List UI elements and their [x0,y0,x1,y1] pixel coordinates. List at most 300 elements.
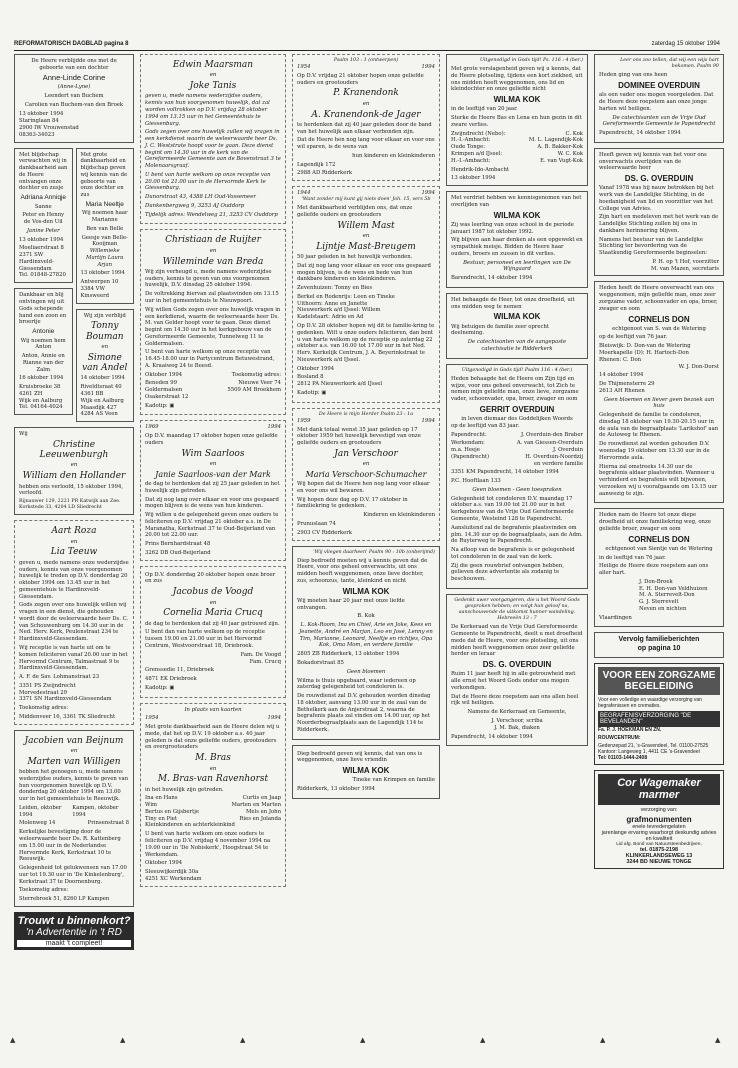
notice-date: 13 oktober 1994 [19,111,64,118]
notice-text: hebben het genoegen u, mede namens wederzijdse ouders, kennis te geven van hun voorgenomen huwelijk op D.V. donderdag 20 oktober 1994 om 13.00 uur in het gemeentehuis te Reeuwijk. [19,769,129,803]
notice-text: Namens het bestuur van de Landelijke Stichting ter bevordering van de Staatkundig Gereformeerde beginselen: [599,236,708,257]
funeral-service-ad [594,663,724,765]
person-name: Edwin Maarsman [172,60,254,70]
notice-text: Dat zij nog lang over elkaar en voor ons gespaard mogen blijven is de wens van hun kinderen. [145,496,279,510]
notice-text: De Kerkeraad van de Vrije Oud Gereformeerde Gemeente te Papendrecht, deelt u met droefheid mede dat de Heere, voor ons plotseling, uit ons midden heeft weggenomen onze zeer geliefde herder en leraar [451,624,583,658]
scripture-quote: 'Want zonder mij kunt gij niets doen' Joh. 15, vers 5b [301,197,431,202]
notice-text: U bent van harte welkom op onze receptie van 20.00 tot 21.00 uur in de Hervormde Kerk te Giessenburg. [145,171,271,192]
address-line: Riveldtsraat 40 [80,384,122,391]
family-signature: W. J. Don-Dorst [678,363,719,370]
registration-arrow-icon: ▲ [600,1036,606,1044]
address-label: Toekomstig adres: [231,371,281,378]
relative-place: Zwijndrecht (Nebo): [451,130,506,137]
notice-text: Wij willen u de gelegenheid geven onze ouders te feliciteren op D.V. vrijdag 21 oktober a.s. in De Maranatha, Kerkstraat 37 te Oud-Beijerland van 20.00 tot 22.00 uur. [145,512,279,539]
birth-notice [76,148,135,304]
address-line: P.C. Hooftlaan 133 [451,478,501,485]
notice-text: Wij receptie is van harte uit om te komen feliciteren vanaf 20.00 uur in het Hervormd Centrum, Talmastraat 9 te Hardinxveld-Giessendam. [19,645,128,672]
notice-text: Met dank totaal wenst 35 jaar geleden op 17 oktober 1959 het huwelijk bevestigd van onze geliefde ouders en grootouders [297,426,421,447]
notice-intro: Dankbaar en blij ontvingen wij uit Gods schepende hand een zoon en broertje [19,292,67,326]
notice-date: 13 oktober 1994 [80,270,125,277]
person-name: M. Bras [195,753,231,764]
deceased-name: DOMINEE OVERDUIN [618,81,700,91]
parent-name: Anton, Annie en Rianne van der Zalm [21,353,65,373]
person-name: A. Kranendonk-de Jager [311,109,421,120]
birth-notice [14,148,73,284]
column-1 [14,54,134,1034]
notice-text: Zij die geen rouwbrief ontvangen hebben, gelieven deze advertentie als zodanig te beschouwen. [451,562,564,583]
address-line: Tijdelijk adres: Wendelweg 21, 3253 CV Ouddorp [145,211,278,218]
registration-arrow-icon: ▲ [240,1036,246,1044]
notice-date: Kampen, oktober 1994 [72,804,119,818]
relative-place: (Papendrecht) [451,453,490,460]
year-start: 1944 [297,190,311,197]
phone-number: Tel. 01848-27820 [19,272,66,279]
person-name: Willeminde van Breda [162,256,264,267]
address-line: 4261 ZH [19,390,43,397]
death-notice [594,508,724,627]
family-member: Ries en Jolanda [239,815,281,822]
family-member: Nieuwerkerk a/d IJssel: Willem [297,307,381,314]
address-line: Middenveer 16, 3361 TK Sliedrecht [19,713,116,720]
notice-text: Wij betuigen de familie zeer oprecht deelneming. [451,323,550,337]
person-name: Christiaan de Ruijter [165,235,261,246]
gift-tip-label: Kadotip: [145,402,168,409]
person-name: Tonny Bouman [85,321,124,342]
gift-tip-label: Kadotip: [145,684,168,691]
notice-text: in het huwelijk zijn getreden. [145,786,224,793]
notice-text: te herdenken dat zij 40 jaar geleden door de band van het huwelijk aan elkaar verbonden zijn. [297,121,432,135]
scripture-quote: Leer ons zoo tellen, dat wij een wijs hart bekomen. Psalm 90 [620,58,719,70]
notice-text: De voltrekking hiervan zal plaatsvinden om 13.15 uur in het gemeentehuis te Nieuwpoort. [145,291,279,304]
deceased-name: WILMA KOK [342,766,390,776]
relative-name: W. C. Kok [557,150,583,157]
death-notice [292,745,440,799]
year-end: 1994 [421,417,435,424]
notice-text: Heden behaagde het de Heere om Zijn tijd en wijze, voor ons geheel onverwacht, tot Zich te nemen mijn geliefde man, onze lieve, zorgzame vader, schoonvader, opa, broer, zwager en oom [451,375,579,403]
notice-date: Papendrecht, 14 oktober 1994 [599,130,681,137]
family-member: Berkel en Rodenrijs: Leen en Tineke [297,293,395,300]
notice-date: Oktober 1994 [145,860,183,867]
notice-text: Zij was leerling van onze school in de periode januari 1987 tot oktober 1992. [451,221,574,235]
address-line: Prinsenstraat 8 [87,820,129,827]
notice-intro: Wij zijn verblijd [83,312,126,319]
deceased-name: WILMA KOK [493,95,541,105]
notice-intro: Met grote dankbaarheid en blijdschap geven wij kennis van de geboorte van onze dochter en zus [80,151,128,199]
ad-company-name: Fa. P. J. HOEKMAN EN ZN. [598,727,662,734]
rd-advertisement [14,912,134,950]
address-line: 2900 IW Vrouwenstad [19,124,79,131]
ad-subline: 'n Advertentie in 't RD [26,926,122,938]
family-member: Curtis en Jaap [242,795,281,802]
notice-date: 14 oktober 1994 [80,375,125,382]
relative-name: C. Kok [565,130,583,137]
notice-text: Gods zegen over ons huwelijk willen wij vragen in een dienst, die gehouden wordt door de weleerwaarde heer Ds. C. van Schouwenburg om 14.30 uur in de Ned. Herv. Kerk, Peulenstraat 234 te Hardinxveld-Giessendam. [19,602,129,643]
child-name: Anne-Linde Corine [42,72,106,82]
notice-text: 50 jaar geleden in het huwelijk verbonden. [297,254,413,261]
scripture-quote: Uitgenodigd in Gods tijd! Psalm 116 : 4 (ber.) [461,367,573,373]
column-4 [446,54,588,1034]
relative-place: H.-I.-Ambacht: [451,157,491,164]
family-member: Ina en Hans [145,795,178,802]
notice-text: Gelegenheid de familie te condoleren, dinsdag 18 oktober van 19.30-20.15 uur in de aula van de begraafplaats 'Larikshof' aan de Autoweg te Rhenen. [599,412,719,439]
child-nickname: Wij noemen haar Marianne [81,210,128,224]
notice-text: Het behaagde de Heer, tot onze droefheid, uit ons midden weg te nemen [451,296,575,310]
registration-arrow-icon: ▲ [480,1036,486,1044]
notice-text: Diep bedroefd moeten wij u kennis geven dat de Heere, voor ons geheel onverwachts, uit ons midden heeft weggenomen, onze lieve dochter, zus, schoonzus, tante, kleinkind en nicht [297,557,428,584]
registration-arrow-icon: ▲ [360,1036,366,1044]
scripture-quote: Gedenkt uwer voorgangeren, die u het Woord Gods gesproken hebben; en volgt hun geloof na, aanschouwende de uitkomst hunner wandeling. Hebreeën 13 : 7 [454,597,580,622]
relative-name: Bleiswijk: D. Don-van de Wetering [599,343,691,350]
family-signature: J. M. Bak, diaken [494,724,540,731]
family-list: L. Kok-Room, Ina en Chiel, Arie en Joke, Kees en Jeanette, André en Marjan, Leo en José, Lenny en Tim, Marianne, Leonard, Neeltje en richtjes, Opa Kok, Oma Mom, en verdere familie [299,622,433,649]
address-line: 2805 ZB Ridderkerk, 13 oktober 1994 [297,651,400,658]
notice-date: Oktober 1994 [145,371,183,378]
address-line: A. F. de Sav. Lohmanstraat 23 [19,674,100,681]
gift-box-icon: ▣ [169,684,175,691]
ad-text: Lid afg. Bond van Natuursteenbedrijven, [616,841,702,847]
ad-phone: tel. 01875-2198 [639,846,679,853]
birth-notice [14,54,134,143]
address-line: Bokadorstraat 85 [297,660,344,666]
notice-text: Met grote verslagenheid geven wij u kennis, dat de Heere plotseling, tijdens een kort ziekbed, uit ons midden heeft weggenomen, ons lid en kleindochter en onze geliefde nicht [451,66,583,93]
ad-text: jarenlange ervaring waarborgt deskundig advies en kwaliteit [601,829,717,842]
address-line: Moeliaerstraat 8 [19,245,64,252]
address-line: Prins Bernhardstraat 48 [145,541,211,548]
ad-label: ROUWCENTRUM: [598,735,641,742]
notice-text: U bent van harte welkom op onze receptie van 16.45-18.00 uur in Partycentrum Betuwestrand, A. Kraaiweg 24 te Beesd. [145,349,275,369]
parent-name: Ben van Belle [86,225,124,232]
family-member: Uithoorn: Anne en Janette [297,300,368,307]
address-line: Sterrebroek 51, 8260 LP Kampen [19,896,110,903]
conjunction: en [101,343,109,350]
address-line: 3262 DB Oud-Beijerland [145,549,211,556]
person-name: Lijntje Mast-Breugem [316,241,416,252]
address-line: Molenweg 14 [19,820,56,827]
address-line: 4251 XC Werkendam [145,875,202,882]
conjunction: en [70,462,78,469]
notice-intro: Wij [19,431,28,438]
registration-marks [0,1036,738,1050]
notice-text: op de leeftijd van 76 jaar. [599,334,668,341]
person-name: Lia Teeuw [50,547,98,558]
death-notice [594,281,724,503]
relative-place: Oude Tonge: [451,144,485,151]
person-name: Maria Verschoor-Schumacher [305,469,427,479]
notice-text: Gelegenheid tot condoleren D.V. maandag 17 oktober a.s. van 19.00 tot 21.00 uur in het kerkgebouw van de Vrije Oud Gereformeerde Gemeente, Westeind 128 te Papendrecht. [451,495,574,522]
relative-place: Werkendam: [451,440,485,447]
conjunction: en [362,100,370,107]
death-notice [292,546,440,740]
header-right: zaterdag 15 oktober 1994 [651,41,720,47]
relative-place: H.-I.-Ambacht: [451,137,491,144]
continuation-page: op pagina 10 [637,645,681,653]
person-name: Aart Roza [51,526,97,537]
anniversary-notice [292,186,440,402]
deceased-name: DS. G. OVERDUIN [624,174,694,184]
deceased-name: CORNELIS DON [628,314,690,324]
notice-text: Kerkelijke bevestiging door de weleerwaarde heer Ds. R. Kattenberg om 15.00 uur in de Nederlandse Hervormde Kerk, Kerkstraat 10 te Reeuwijk. [19,829,121,863]
address-line: 2613 AH Rhenen [599,387,645,394]
page-header [14,40,720,51]
child-name: Antonie [32,328,55,336]
notice-text: Heden heeft de Heere onverwacht van ons weggenomen, mijn geliefde man, onze zeer zorgzame vader, schoonvader en opa, broer, zwager en oom [599,285,718,312]
address-line: Beneden 99 [145,380,177,387]
family-signature: Bestuur, personeel en leerlingen van De Wijngaard [463,259,571,273]
notice-text: Gelegenheid tot gelukwensen van 17.00 uur tot 19.30 uur in 'De Kinkelenburg', Kerkstraat 37 te Doornenburg. [19,865,127,885]
address-line: Sleeuwijkerdijk 30a [145,869,199,876]
address-line: Lagendijk 172 [297,161,336,168]
notice-text: Dat de Heere hen nog lang voor elkaar en voor ons wil sparen, is de wens van [297,137,435,151]
notice-text: De rouwdienst zal D.V. gehouden worden dinsdag 18 oktober, aanvang 13.00 uur in de zaal van de Bethelkerk aan de Anjerstraat 2, waarna de begrafenis plaats zal vinden om 14.00 uur, op het Noorderbegraafplaats aan de Lagendijk 114 te Ridderkerk. [297,693,431,733]
notice-text: Op D.V. vrijdag 21 oktober hopen onze geliefde ouders en grootouders [297,72,424,86]
conjunction: en [209,765,217,772]
address-line: Toekomstig adres: [19,887,69,894]
notice-text: Heden ging van ons heen [599,72,668,79]
relative-place: Krimpen a/d IJssel: [451,150,503,157]
family-member: Kleinkinderen en achterkleinkind [145,822,235,829]
notice-intro: Met blijdschap verwachten wij in dankbaarheid aan de Heere ontvangen onze dochter en zusje [19,151,68,192]
family-signature: B. Kok [357,613,375,620]
anniversary-notice [140,703,286,887]
notice-text: Wij hopen deze dag op D.V. 17 oktober in familiekring te gedenken. [297,496,408,510]
continuation-text: Vervolg familieberichten [618,636,700,644]
ad-address: Gedenzepad 21, 's-Gravendeel, Tel. 01100-27525 [598,743,709,750]
family-signature: De catechisanten van de Vrije Oud Gereformeerde Gemeente te Papendrecht [602,114,716,128]
anniversary-notice [140,420,286,560]
scripture-quote: Uitgenodigd in Gods tijd! Ps. 116 : 4 (ber.) [479,58,583,63]
ad-address: KLINKERLANDSEWEG 13 [625,852,693,859]
gift-box-icon: ▣ [321,389,327,396]
notice-text: Wij blijven aan haar denken als een opgewekt en sympathiek meisje. Bidden de Heere haar ouders, broers en zussen in dit verlies. [451,237,583,257]
phone-number: 08363-34023 [19,131,55,138]
family-signature: Kinderen en kleinkinderen [363,512,435,519]
column-5 [594,54,724,1034]
deceased-name: WILMA KOK [342,586,390,596]
relative-name: M. L. Lagendijk-Kok [528,137,583,144]
address-line: Grenssedie 11, Driebroek [145,667,214,674]
address-line: 2371 SW [19,252,44,259]
family-member: Tiny en Piet [145,815,178,822]
family-signature: Fam. Crucq [249,658,281,665]
address-line: Prunuslaan 74 [297,520,336,527]
notice-heading: In plaats van kaarten [184,706,242,713]
engagement-notice [14,427,134,515]
notice-text: Gods zegen over ons huwelijk zullen wij vragen in een kerkdienst waarin de weleerwaarde heer Ds. J. C. Weststrate hoopt voor te gaan. Deze dienst begint om 14.30 uur in de kerk van de Gereformeerde Gemeente aan de Bovenstraat 3 te Molenaarsgraaf. [145,129,281,170]
anniversary-notice [292,408,440,541]
person-name: Christine Leeuwenburgh [39,439,109,461]
notice-text: Aansluitend zal de begrafenis plaatsvinden om plm. 14.30 uur op de begraafplaats, aan de Adm. de Ruyterweg te Papendrecht. [451,524,583,545]
relative-name: A. van Giessen-Overduin [516,440,583,447]
notice-text: Wij moeten haar 20 jaar met onze liefde ontvangen. [297,597,405,611]
address-line: 3384 VW Kinsweerd [80,286,110,299]
ad-headline: VOOR EEN ZORGZAME BEGELEIDING [598,667,720,695]
notice-date: Vlaardingen [599,614,632,621]
notice-text: in leven diemaar des Goddelijken Woords [461,416,573,423]
notice-text: Diep bedroefd geven wij kennis, dat van ons is weggenomen, onze lieve vriendin [297,750,423,764]
relative-place: Papendrecht: [451,431,487,438]
relative-name: J. Don-Broek [639,578,673,585]
address-line: Osakerstraat 12 [145,393,189,400]
engagement-notice [76,309,135,423]
column-2 [140,54,286,1034]
person-name: Marten van Willigen [27,756,121,767]
person-name: M. Bras-van Ravenhorst [157,774,269,785]
address-line: Bosland 8 [297,374,324,381]
notice-heading: Geen bloemen en liever geen bezoek aan huis [603,396,715,410]
person-name: Simone van Andel [82,352,128,374]
family-member: Marten en Marten [231,802,281,809]
conjunction: en [209,461,217,468]
relative-place: m.a. Heeje [451,447,480,454]
person-name: Jan Verschoor [334,448,398,459]
relative-name: Rhenen: C. Don [599,356,642,363]
address-line: 2988 AD Ridderkerk [297,170,353,177]
address-line: Staringlaan 84 [19,118,59,125]
notice-text: Wij zijn verheugd u, mede namens wederzijdse ouders, kennis te geven van ons voorgenomen huwelijk, D.V. dinsdag 25 oktober 1994. [145,268,272,289]
gift-tip-label: Kadotip: [297,389,320,396]
child-name: Maria Neeltje [85,200,124,208]
notice-text: U bent dan van harte welkom op de receptie tussen 19.00 en 21.00 uur in het Hervormd Centrum, Westvoorstraat 18, Driebroek. [145,629,265,649]
address-line: Hardinxveld-Giessendam [19,258,54,272]
anniversary-notice [140,566,286,698]
notice-text: Wij willen Gods zegen over ons huwelijk vragen in een kerkdienst, waarin de weleerwaarde heer Ds. M. van Gelder hoopt voor te gaan. Deze dienst begint om 14.30 uur in het kerkgebouw van de Gereformeerde Gemeente, Tunnelweg 11 te Goldermalsen. [145,306,281,347]
notice-text: geven u, mede namens onze wederzijdse ouders, kennis van onze voorgenomen huwelijk te treden op D.V. donderdag 20 oktober 1994 om 13.45 uur in het gemeentehuis te Hardinxveld-Giessendam. [19,559,129,600]
notice-text: Heilige de Heere deze roepstem aan ons aller hart. [599,563,709,577]
ad-text: enele tevredengelaten [632,823,686,830]
parent-name: Peter en Henny de Vos-den Uil [22,212,65,226]
notice-text: Hierna zal omstreeks 14.30 uur de begrafenis aldaar plaatsvinden. Wanneer u verhinderd en begrafenis wilt bijwonen, verzoeken wij u voorafgaande om 13.15 uur aanwezig te zijn. [599,463,718,497]
family-signature: M. van Mazen, secretaris [650,265,719,272]
notice-text: Ruim 11 jaar heeft hij in alle getrouwheid met alle ernst het Woord Gods onder ons mogen verkondigen. [451,671,576,691]
ad-headline: Cor Wagemaker marmer [598,774,720,804]
address-line: 2903 CV Ridderkerk [297,529,352,536]
notice-text: Op D.V. donderdag 20 oktober hopen onze broer en zus [145,571,276,585]
phone-number: Tel. 04164-4024 [19,404,63,411]
year-end: 1994 [421,190,435,197]
wedding-notice [140,229,286,415]
notice-text: De rouwdienst zal worden gehouden D.V. woensdag 19 oktober om 13.30 uur in de Hervormde aula. [599,441,710,461]
notice-text: in de leeftijd van 76 jaar. [599,554,666,561]
wedding-notice [140,54,286,224]
notice-date: Oktober 1994 [297,365,335,372]
notice-text: Wilma is thuis opgebaard, waar iedereen op zaterdag gelegenheid tot condoleren is. [297,677,416,691]
conjunction: en [209,599,217,606]
relative-name: M. A. Sterrevelt-Don [639,592,695,599]
family-member: Kadelstaart: Adrie en Ad [297,314,364,321]
address-line: 4361 BB [80,390,104,397]
person-name: William den Hollander [22,471,126,482]
conjunction: en [362,461,370,468]
deceased-name: DS. G. OVERDUIN [482,660,552,670]
person-name: Cornelia Maria Crucq [163,608,263,619]
notice-intro: De Heere verblijdde ons met de geboorte van een dochter [31,58,117,71]
death-notice [594,54,724,143]
scripture-quote: Psalm 103 : 1 (ontwerpen) [333,58,399,63]
person-name: Willem Mast [337,220,395,231]
notice-text: Dat de Heere deze roepstem aan ons allen heel rijk wil heiligen. [451,693,579,707]
deceased-name: WILMA KOK [493,312,541,322]
person-name: Jacobus de Voogd [172,587,254,598]
notice-text: Vanaf 1978 was hij nauw betrokken bij het werk van de Landelijke Stichting, in de hoedanigheid van lid en voorzitter van het College van Advies. [599,185,714,212]
relative-name: G. J. Sterrevelt [639,599,679,606]
death-notice [446,594,588,746]
siblings: Willemieke Martijn Laura Arjan [86,248,124,268]
year-end: 1994 [267,424,281,431]
notice-text: Op D.V. 28 oktober hopen wij dit te familie-kring te gedenken. Wilt u onze ouders feliciteren, dan bent u van harte welkom op de receptie op zaterdag 22 oktober a.s. van 16.00 tot 17.00 uur in het Ned. Herv. Kerkelijk Centrum, J. A. Beyerinkstraat te Nieuwerkerk a/d IJssel. [297,323,435,363]
family-member: Mels en John [245,808,281,815]
notice-text: Heden nam de Heere tot onze diepe droefheid uit onze familiekring weg, onze geliefde broer, zwager en oom [599,512,711,532]
ad-phone: Tel: 01103-1444-2408 [598,755,648,762]
notice-date: 13 oktober 1994 [19,236,64,243]
notice-date: Ridderkerk, 13 oktober 1994 [297,786,375,793]
family-signature: Tineke van Krimpen en familie [352,777,435,784]
notice-text: als een vader ons mogen voorgeleden. Dat de Heere deze roepstem aan onze jonge harten wil heiligen. [599,92,714,112]
ad-text: Voor een volledige en waardige verzorging van begrafenissen en crematies. [598,697,702,710]
address-line: Dunorstraat 43, 4388 LH Oud-Vossemeer [145,194,256,201]
address-line: Wijk en Aalburg [80,397,124,404]
scripture-quote: 'Wij vliegen daarheen' Psalm 90 : 10b (onberijmd) [313,549,435,555]
child-nickname: (Anne-Lyne) [57,84,91,91]
family-signature: De catechisanten van de aangepaste catechisatie te Ridderkerk [467,339,567,352]
deceased-name: WILMA KOK [493,210,541,220]
notice-text: U bent van harte welkom om onze ouders te feliciteren op D.V. vrijdag 4 november 1994 na 19.00 uur in 'De Nobiskerk', Hoogstraat 54 te Werkendam. [145,831,271,858]
notice-text: op de leeftijd van 83 jaar. [451,422,520,429]
address-line: 4284 AS Veen [80,411,118,418]
registration-arrow-icon: ▲ [10,1036,16,1044]
death-notice [446,191,588,288]
death-notice [446,54,588,186]
child-name: Adriana Anniqje [20,194,67,202]
address-line: Nieuwe Veer 74 [238,380,281,387]
header-left: REFORMATORISCH DAGBLAD pagina 8 [14,41,129,47]
family-signature: P. H. op 't Hof, voorzitter [652,258,719,265]
ad-company: BEGRAFENISVERZORGING "DE BEVELANDEN" [598,711,720,727]
address-line: Morvedestraat 29 [19,689,68,696]
notice-text: Na afloop van de begrafenis is er gelegenheid tot condoleren in de zaal van de kerk. [451,547,575,560]
child-nickname: Sanne [34,203,52,210]
notice-text: de dag te herdenken dat zij 25 jaar geleden in het huwelijk zijn getreden. [145,481,280,494]
notice-text: echtgenoot van S. van de Wetering [612,325,706,332]
family-signature: Fam. De Voogd [240,651,281,658]
family-member: Zevenhuizen: Tonny en Bies [297,285,373,292]
notice-text: Sterke de Heere Bas en Lena en hun gezin in dit zware verlies. [451,115,582,128]
siblings: Janine Peter [26,227,60,234]
scripture-quote: De Heere is mijn Herder Psalm 23 : 1a [318,411,414,417]
notice-text: in de leeftijd van 20 jaar. [451,106,518,113]
death-notice [446,364,588,589]
notice-text: Met grote dankbaarheid aan de Heere delen wij u mede, dat het op D.V. 19 oktober a.s. 40 jaar geleden is dat onze geliefde ouders, grootouders en overgrootouders [145,724,280,751]
year-start: 1954 [297,64,311,71]
year-start: 1954 [145,715,159,722]
address-line: Toekomstig adres: [19,705,69,712]
conjunction: en [362,233,370,239]
relative-name: E. H. Don-van Veldhuizen [639,585,708,592]
notice-text: hebben ons verloofd, 15 oktober 1994, verloofd. [19,483,124,497]
anniversary-notice [292,54,440,181]
address-line: Maasdijk 427 [80,404,117,411]
address-line: 5509 AM Broekhem [227,387,281,394]
address-line: Antwerpen 10 [80,279,119,286]
relative-name: A. B. Bakker-Kok [537,144,583,151]
ad-address: Kantoor: Langeweg 1, 4411 CE 's-Gravendeel [598,749,700,756]
wedding-notice [14,730,134,907]
relative-name: J. Overduin-den Braber [520,431,583,438]
conjunction: en [70,748,78,755]
notice-text: geven u, mede namens wederzijdse ouders, kennis van hun voorgenomen huwelijk, dat zal worden voltrokken op D.V. vrijdag 28 oktober 1994 om 13.15 uur in het Gemeentehuis te Giessenburg. [145,93,270,127]
notice-text: Met dankbaarheid verblijden ons, dat onze geliefde ouders en grootouders [297,205,413,218]
conjunction: en [70,538,78,545]
relative-name: Moerkapelle (D): H. Hartoch-Don [599,350,689,357]
